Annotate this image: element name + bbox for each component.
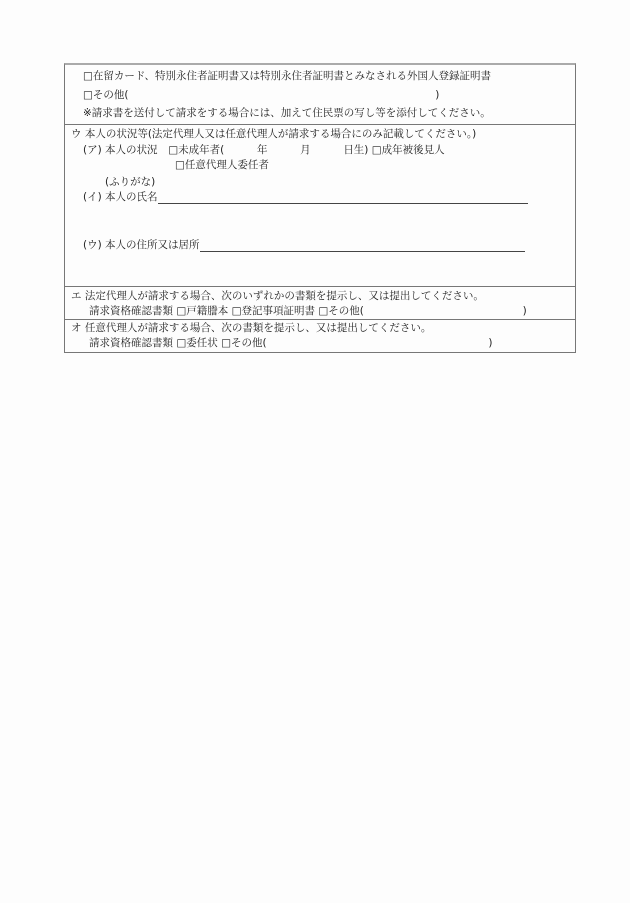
koseki-checkbox[interactable]: □戸籍謄本 xyxy=(176,305,229,317)
minor-checkbox[interactable]: □未成年者( xyxy=(168,144,225,156)
legal-representative-section xyxy=(65,287,575,320)
section-e-heading: エ 法定代理人が請求する場合、次のいずれかの書類を提示し、又は提出してください。 xyxy=(71,290,484,302)
voluntary-representative-section xyxy=(65,320,575,352)
section-u-heading: ウ 本人の状況等(法定代理人又は任意代理人が請求する場合にのみ記載してください。) xyxy=(71,128,477,140)
month-label: 月 xyxy=(300,144,311,156)
docs-label: 請求資格確認書類 xyxy=(89,305,173,317)
adult-guardian-checkbox[interactable]: □成年被後見人 xyxy=(371,144,445,156)
year-label: 年 xyxy=(256,144,268,156)
principal-address-input[interactable] xyxy=(200,239,525,252)
other-checkbox[interactable]: □その他( xyxy=(318,305,364,317)
principal-name-input[interactable] xyxy=(158,191,528,204)
registry-checkbox[interactable]: □登記事項証明書 xyxy=(231,305,316,317)
principal-name-label: (イ) 本人の氏名 xyxy=(83,191,158,203)
mail-request-note: ※請求書を送付して請求をする場合には、加えて住民票の写し等を添付してください。 xyxy=(83,107,491,119)
paren-close: ) xyxy=(488,337,493,349)
section-o-heading: オ 任意代理人が請求する場合、次の書類を提示し、又は提出してください。 xyxy=(71,322,432,334)
status-label: (ア) 本人の状況 xyxy=(83,144,158,156)
request-form-table xyxy=(64,63,576,353)
other-doc-checkbox[interactable]: □その他( xyxy=(83,89,129,101)
day-born-label: 日生) xyxy=(343,144,369,156)
docs-label: 請求資格確認書類 xyxy=(89,337,173,349)
proxy-principal-checkbox[interactable]: □任意代理人委任者 xyxy=(175,159,269,171)
principal-address-label: (ウ) 本人の住所又は居所 xyxy=(83,239,200,251)
other-checkbox[interactable]: □その他( xyxy=(221,337,267,349)
paren-close: ) xyxy=(435,89,440,101)
paren-close: ) xyxy=(522,305,527,317)
principal-status-section xyxy=(65,125,575,287)
identity-documents-section xyxy=(65,65,575,125)
furigana-label: (ふりがな) xyxy=(105,176,156,188)
residence-card-checkbox[interactable]: □在留カード、特別永住者証明書又は特別永住者証明書とみなされる外国人登録証明書 xyxy=(83,70,491,82)
power-of-attorney-checkbox[interactable]: □委任状 xyxy=(176,337,218,349)
